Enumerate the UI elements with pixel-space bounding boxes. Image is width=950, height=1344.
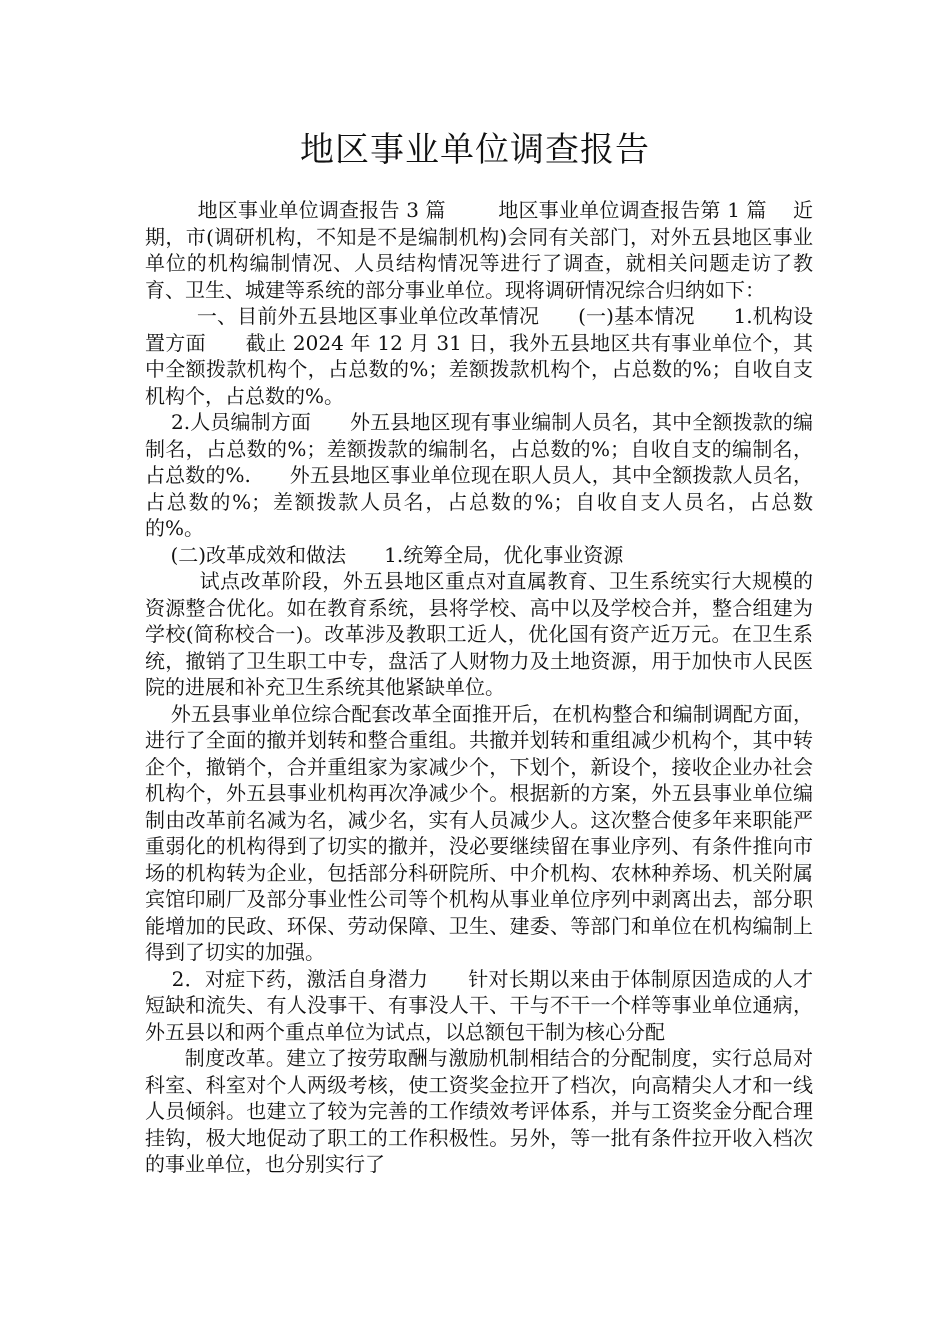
document-body xyxy=(145,197,813,1178)
paragraph-section-two-heading: (二)改革成效和做法 1.统筹全局，优化事业资源 xyxy=(145,542,624,567)
paragraph-pilot-reform: 试点改革阶段，外五县地区重点对直属教育、卫生系统实行大规模的资源整合优化。如在教育系统，县将学校、高中以及学校合并，整合组建为学校(简称校合一)。改革涉及教职工近人，优化国有资产近万元。在卫生系统，撤销了卫生职工中专，盘活了人财物力及土地资源，用于加快市人民医院的进展和补充卫生系统其他紧缺单位。 xyxy=(145,569,814,699)
paragraph-distribution-reform: 制度改革。建立了按劳取酬与激励机制相结合的分配制度，实行总局对科室、科室对个人两级考核，使工资奖金拉开了档次，向高精尖人才和一线人员倾斜。也建立了较为完善的工作绩效考评体系，并与工资奖金分配合理挂钩，极大地促动了职工的工作积极性。另外，等一批有条件拉开收入档次的事业单位，也分别实行了 xyxy=(145,1046,813,1176)
paragraph-staffing: 2.人员编制方面 外五县地区现有事业编制人员名，其中全额拨款的编制名，占总数的%；差额拨款的编制名，占总数的%；自收自支的编制名，占总数的%. 外五县地区事业单位现在职人员人，其中全额拨款人员名，占总数的%；差额拨款人员名，占总数的%；自收自支人员名，占总数的%。 xyxy=(145,410,813,540)
paragraph-targeted-measures: 2．对症下药，激活自身潜力 针对长期以来由于体制原因造成的人才短缺和流失、有人没事干、有事没人干、干与不干一个样等事业单位通病，外五县以和两个重点单位为试点，以总额包干制为核心分配 xyxy=(145,966,813,1044)
paragraph-section-one: 一、目前外五县地区事业单位改革情况 (一)基本情况 1.机构设置方面 截止 2024 年 12 月 31 日，我外五县地区共有事业单位个，其中全额拨款机构个，占总数的%；差额拨款机构个，占总数的%；自收自支机构个，占总数的%。 xyxy=(145,304,814,408)
paragraph-comprehensive-reform: 外五县事业单位综合配套改革全面推开后，在机构整合和编制调配方面，进行了全面的撤并划转和整合重组。共撤并划转和重组减少机构个，其中转企个，撤销个，合并重组家为家减少个，下划个，新设个，接收企业办社会机构个，外五县事业机构再次净减少个。根据新的方案，外五县事业单位编制由改革前名减为名，减少名，实有人员减少人。这次整合使多年来职能严重弱化的机构得到了切实的撤并，没必要继续留在事业序列、有条件推向市场的机构转为企业，包括部分科研院所、中介机构、农林种养场、机关附属宾馆印刷厂及部分事业性公司等个机构从事业单位序列中剥离出去，部分职能增加的民政、环保、劳动保障、卫生、建委、等部门和单位在机构编制上得到了切实的加强。 xyxy=(145,701,814,964)
page-title: 地区事业单位调查报告 xyxy=(300,130,650,170)
paragraph-intro: 地区事业单位调查报告 3 篇 地区事业单位调查报告第 1 篇 近期，市(调研机构，不知是不是编制机构)会同有关部门，对外五县地区事业单位的机构编制情况、人员结构情况等进行了调查，就相关问题走访了教育、卫生、城建等系统的部分事业单位。现将调研情况综合归纳如下： xyxy=(145,198,814,302)
